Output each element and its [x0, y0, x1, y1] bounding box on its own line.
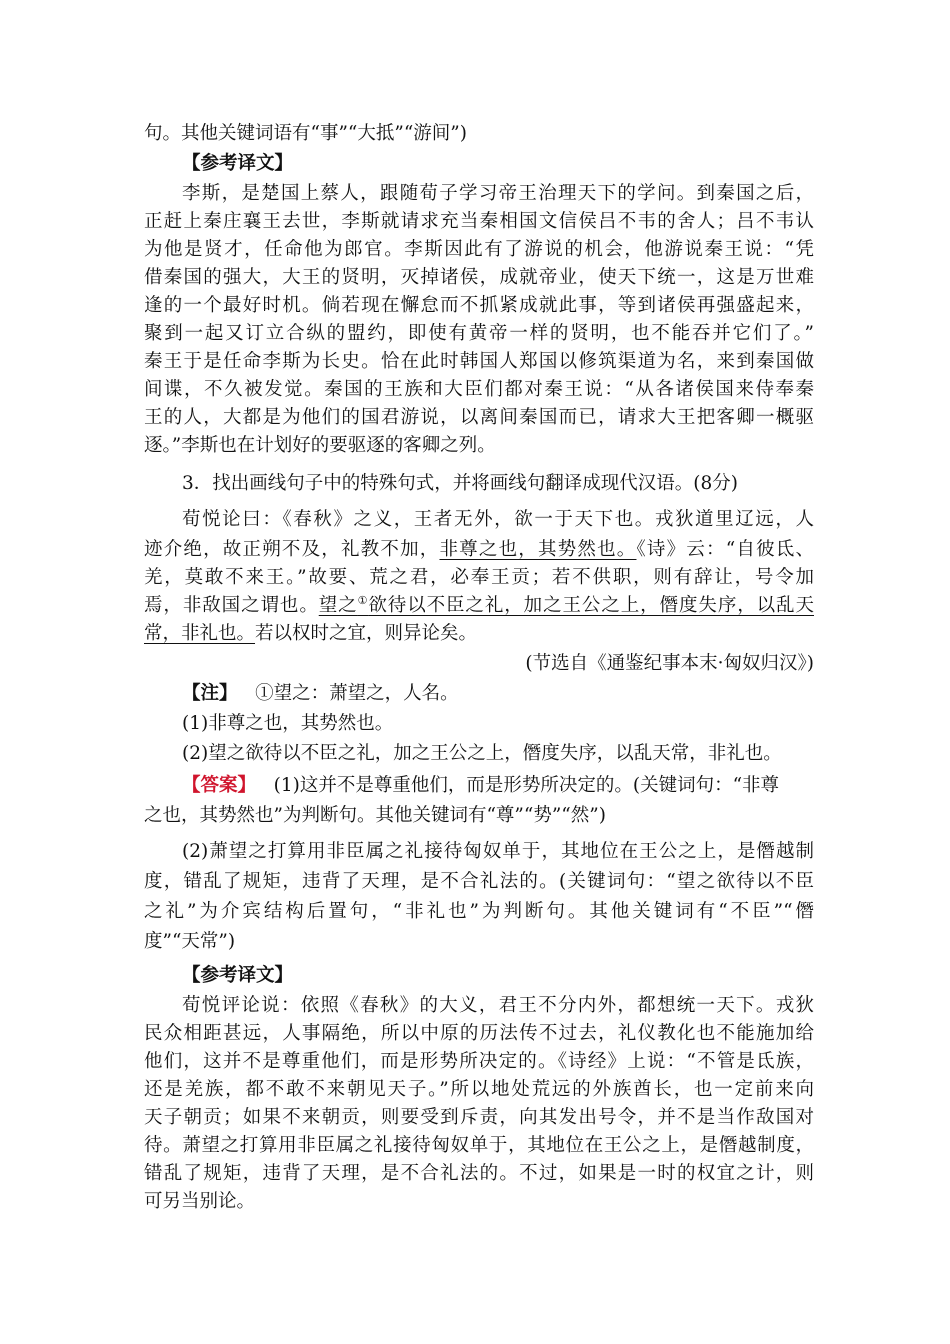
answer-line — [182, 772, 814, 800]
subquestion-2: (2)望之欲待以不臣之礼，加之王公之上，僭度失序，以乱天常，非礼也。 — [182, 743, 782, 764]
answer-label: 【答案】 — [182, 775, 257, 796]
text-line — [144, 536, 814, 564]
note-label: 【注】 — [182, 683, 238, 704]
footnote-marker: ① — [357, 593, 369, 607]
text-line — [144, 592, 814, 620]
question-3: 3．找出画线句子中的特殊句式，并将画线句翻译成现代汉语。(8分) — [182, 473, 738, 494]
text-line: 李斯，是楚国上蔡人，跟随荀子学习帝王治理天下的学问。到秦国之后， — [182, 183, 814, 204]
text-line: 之礼”为介宾结构后置句，“非礼也”为判断句。其他关键词有“不臣”“僭 — [144, 901, 814, 922]
text-segment: 望之 — [318, 595, 358, 616]
text-line: 荀悦评论说：依照《春秋》的大义，君王不分内外，都想统一天下。戎狄 — [182, 995, 814, 1016]
underlined-sentence-1: 非尊之也，其势然也。 — [439, 539, 637, 560]
text-line: 可另当别论。 — [144, 1191, 256, 1212]
text-line: 荀悦论曰：《春秋》之义，王者无外，欲一于天下也。戎狄道里辽远，人 — [182, 509, 814, 530]
text-line: 度，错乱了规矩，违背了天理，是不合礼法的。(关键词句：“望之欲待以不臣 — [144, 871, 814, 892]
text-line: 正赶上秦庄襄王去世，李斯就请求充当秦相国文信侯吕不韦的舍人；吕不韦认 — [144, 211, 814, 232]
subquestion-1: (1)非尊之也，其势然也。 — [182, 713, 394, 734]
text-segment: 迹介绝，故正朔不及，礼教不加， — [144, 539, 440, 560]
text-line: (2)萧望之打算用非臣属之礼接待匈奴单于，其地位在王公之上，是僭越制 — [182, 841, 814, 862]
text-line: 度”“天常”) — [144, 931, 236, 952]
underlined-sentence-2-end: 常，非礼也。 — [144, 623, 256, 644]
text-line: 还是羌族，都不敢不来朝见天子。”所以地处荒远的外族酋长，也一定前来向 — [144, 1079, 814, 1100]
text-line: 之也，其势然也”为判断句。其他关键词有“尊”“势”“然”) — [144, 805, 606, 826]
note-line — [182, 680, 814, 708]
text-line: 天子朝贡；如果不来朝贡，则要受到斥责，向其发出号令，并不是当作敌国对 — [144, 1107, 814, 1128]
text-segment: 欲待以不臣之礼，加之王公之上，僭度失序，以乱天 — [368, 595, 814, 616]
text-line: 为他是贤才，任命他为郎官。李斯因此有了游说的机会，他游说秦王说：“凭 — [144, 239, 814, 260]
text-line: 逢的一个最好时机。倘若现在懈怠而不抓紧成就此事，等到诸侯再强盛起来， — [144, 295, 814, 316]
text-line: 聚到一起又订立合纵的盟约，即使有黄帝一样的贤明，也不能吞并它们了。” — [144, 323, 814, 344]
section-heading: 【参考译文】 — [182, 153, 294, 174]
text-line: 他们，这并不是尊重他们，而是形势所决定的。《诗经》上说：“不管是氐族， — [144, 1051, 814, 1072]
text-line: 王的人，大都是为他们的国君游说，以离间秦国而已，请求大王把客卿一概驱 — [144, 407, 814, 428]
text-line: 待。萧望之打算用非臣属之礼接待匈奴单于，其地位在王公之上，是僭越制度， — [144, 1135, 814, 1156]
text-line: 秦王于是任命李斯为长史。恰在此时韩国人郑国以修筑渠道为名，来到秦国做 — [144, 351, 814, 372]
underlined-sentence-2 — [319, 595, 814, 616]
text-segment: 若以权时之宜，则异论矣。 — [255, 623, 478, 644]
text-line: 羌，莫敢不来王。”故要、荒之君，必奉王贡；若不供职，则有辞让，号令加 — [144, 567, 814, 588]
section-heading: 【参考译文】 — [182, 965, 294, 986]
text-line: 民众相距甚远，人事隔绝，所以中原的历法传不过去，礼仪教化也不能施加给 — [144, 1023, 814, 1044]
text-segment: 《诗》云：“自彼氐、 — [636, 539, 814, 560]
text-line: 逐。”李斯也在计划好的要驱逐的客卿之列。 — [144, 435, 496, 456]
text-segment: 焉，非敌国之谓也。 — [144, 595, 319, 616]
answer-text: (1)这并不是尊重他们，而是形势所决定的。(关键词句：“非尊 — [273, 775, 780, 796]
source-citation: (节选自《通鉴纪事本末·匈奴归汉》) — [525, 653, 814, 674]
note-text: ①望之：萧望之，人名。 — [255, 683, 459, 704]
text-line — [144, 620, 814, 648]
text-line: 句。其他关键词语有“事”“大抵”“游间”) — [144, 123, 467, 144]
text-line: 错乱了规矩，违背了天理，是不合礼法的。不过，如果是一时的权宜之计，则 — [144, 1163, 814, 1184]
text-line: 间谍，不久被发觉。秦国的王族和大臣们都对秦王说：“从各诸侯国来侍奉秦 — [144, 379, 814, 400]
text-line: 借秦国的强大，大王的贤明，灭掉诸侯，成就帝业，使天下统一，这是万世难 — [144, 267, 814, 288]
